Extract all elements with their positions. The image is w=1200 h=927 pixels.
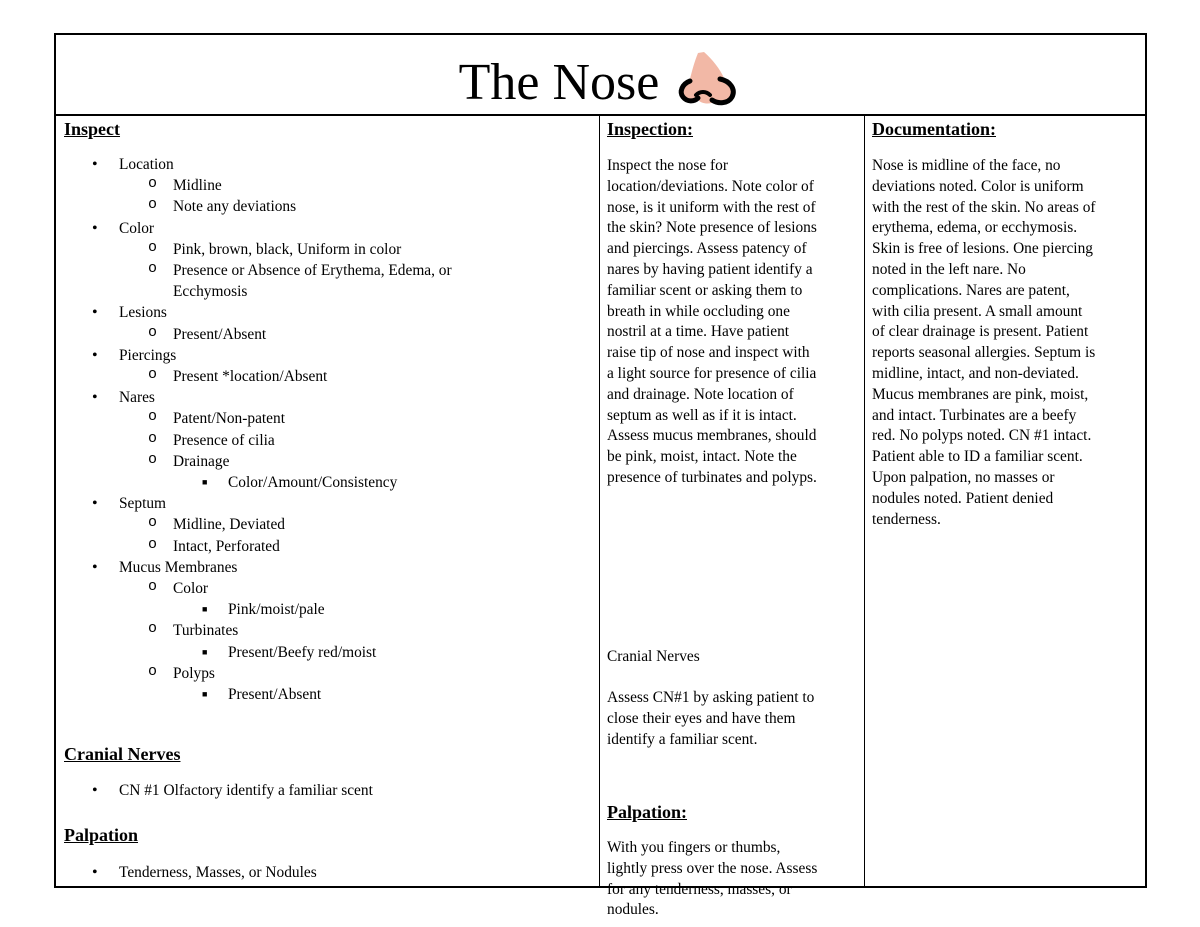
cranial-list — [56, 780, 596, 801]
cranial-nerves-heading: Cranial Nerves — [64, 744, 181, 764]
list-item: • Color — [92, 219, 155, 237]
list-item: o Polyps — [148, 662, 215, 682]
inspect-column — [56, 114, 600, 886]
list-item: • CN #1 Olfactory identify a familiar scent — [92, 782, 373, 799]
list-item: • Mucus Membranes — [92, 558, 238, 576]
list-item: o Note any deviations — [148, 196, 297, 216]
nose-assessment-table — [54, 33, 1147, 919]
documentation-heading: Documentation: — [872, 119, 996, 139]
list-item: ■ Pink/moist/pale — [202, 601, 325, 619]
list-item: o Patent/Non-patent — [148, 408, 285, 428]
documentation-text: Nose is midline of the face, no deviations noted. Color is uniform with the rest of the skin. No areas of erythema, edema, or ecchymosis. Skin is free of lesions. One piercing noted in the left nare. No complications. Nares are patent, with cilia present. A small amount of clear drainage is present. Patient reports seasonal allergies. Septum is midline, intact, and non-deviated. Mucus membranes are pink, moist, and intact. Turbinates are a beefy red. No polyps noted. CN #1 intact. Patient able to ID a familiar scent. Upon palpation, no masses or nodules noted. Patient denied tenderness. — [872, 157, 1096, 528]
cranial-nerves-label: Cranial Nerves — [607, 648, 700, 665]
documentation-column — [865, 114, 1147, 886]
list-item: ■ Present/Absent — [202, 686, 322, 704]
list-item: o Turbinates — [148, 620, 239, 640]
list-item: • Septum — [92, 495, 167, 513]
inspection-heading: Inspection: — [607, 119, 694, 139]
inspection-text: Inspect the nose for location/deviations. Note color of nose, is it uniform with the rest of the skin? Note presence of lesions and piercings. Assess patency of nares by having patient identify a familiar scent or asking them to breath in while occluding one nostril at a time. Have patient raise tip of nose and inspect with a light source for presence of cilia and drainage. Note location of septum as well as if it is intact. Assess mucus membranes, should be pink, moist, intact. Note the presence of turbinates and polyps. — [607, 157, 817, 486]
list-item: • Lesions — [92, 304, 167, 322]
list-item: • Piercings — [92, 346, 177, 364]
list-item: o Pink, brown, black, Uniform in color — [148, 238, 402, 258]
list-item: Ecchymosis — [173, 283, 248, 301]
palpation-text: With you fingers or thumbs, lightly press over the nose. Assess for any tenderness, masses, or nodules. — [607, 839, 818, 919]
list-item: o Midline, Deviated — [148, 514, 285, 534]
list-item: • Tenderness, Masses, or Nodules — [92, 864, 317, 881]
title-row — [56, 35, 1145, 116]
list-item: o Drainage — [148, 450, 230, 470]
nose-icon — [676, 49, 742, 109]
list-item: o Presence or Absence of Erythema, Edema, or — [148, 260, 452, 280]
list-item: • Nares — [92, 389, 155, 407]
inspect-heading: Inspect — [64, 119, 121, 139]
list-item: ■ Present/Beefy red/moist — [202, 643, 377, 661]
palpation-heading: Palpation — [64, 825, 139, 845]
page-title: The Nose — [458, 54, 660, 111]
list-item: o Presence of cilia — [148, 429, 275, 449]
list-item: ■ Color/Amount/Consistency — [202, 474, 398, 492]
palpation-list — [56, 862, 596, 883]
list-item: o Present/Absent — [148, 323, 267, 343]
list-item: • Location — [92, 156, 174, 173]
list-item: o Present *location/Absent — [148, 366, 328, 386]
cranial-nerves-text: Assess CN#1 by asking patient to close their eyes and have them identify a familiar scent. — [607, 689, 815, 748]
list-item: o Intact, Perforated — [148, 535, 280, 555]
list-item: o Midline — [148, 175, 222, 195]
inspection-column — [600, 114, 865, 919]
palpation-col2-heading: Palpation: — [607, 802, 688, 822]
list-item: o Color — [148, 578, 209, 598]
inspect-list — [56, 154, 596, 705]
